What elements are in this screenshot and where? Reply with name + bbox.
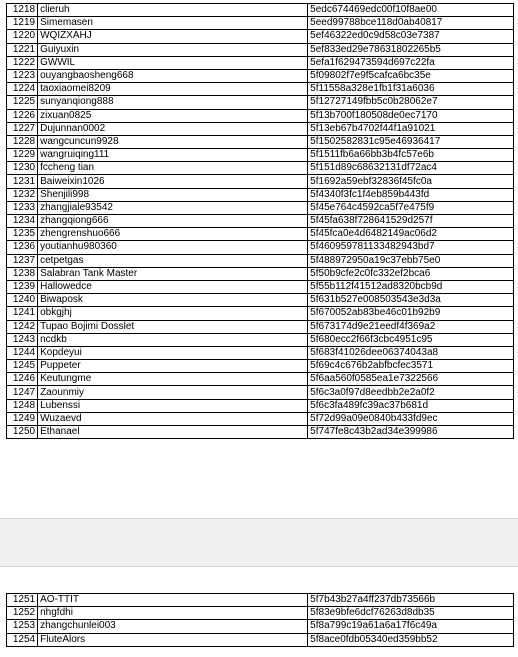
username-cell: cetpetgas (38, 254, 308, 267)
username-cell: Tupao Bojimi Dosslet (38, 320, 308, 333)
hash-cell: 5f45fa638f728641529d257f (308, 215, 514, 228)
username-cell: Hallowedce (38, 280, 308, 293)
row-id-cell: 1220 (7, 30, 38, 43)
row-id-cell: 1239 (7, 280, 38, 293)
username-cell: Biwaposk (38, 294, 308, 307)
hash-cell: 5f151d89c68632131df72ac4 (308, 162, 514, 175)
table-row (7, 280, 514, 293)
table-row (7, 215, 514, 228)
hash-cell: 5f55b112f41512ad8320bcb9d (308, 280, 514, 293)
row-id-cell: 1235 (7, 228, 38, 241)
table-row (7, 373, 514, 386)
row-id-cell: 1236 (7, 241, 38, 254)
hash-cell: 5ef833ed29e78631802265b5 (308, 43, 514, 56)
row-id-cell: 1230 (7, 162, 38, 175)
row-id-cell: 1240 (7, 294, 38, 307)
table-row (7, 346, 514, 359)
row-id-cell: 1219 (7, 17, 38, 30)
hash-cell: 5f6aa560f0585ea1e7322566 (308, 373, 514, 386)
hash-cell: 5f1502582831c95e46936417 (308, 135, 514, 148)
hash-cell: 5f69c4c676b2abfbcfec3571 (308, 360, 514, 373)
table-row (7, 188, 514, 201)
user-table-top (6, 3, 514, 439)
username-cell: Guiyuxin (38, 43, 308, 56)
row-id-cell: 1223 (7, 69, 38, 82)
username-cell: sunyanqiong888 (38, 96, 308, 109)
row-id-cell: 1231 (7, 175, 38, 188)
table-row (7, 386, 514, 399)
hash-cell: 5f50b9cfe2c0fc332ef2bca6 (308, 267, 514, 280)
table-row (7, 30, 514, 43)
table-row (7, 333, 514, 346)
username-cell: FluteAlors (38, 633, 308, 646)
hash-cell: 5f4340f3fc1f4eb859b443fd (308, 188, 514, 201)
row-id-cell: 1251 (7, 594, 38, 607)
table-row (7, 122, 514, 135)
username-cell: zhangqiong666 (38, 215, 308, 228)
username-cell: ncdkb (38, 333, 308, 346)
hash-cell: 5f72d99a09e0840b433fd9ec (308, 412, 514, 425)
table-row (7, 620, 514, 633)
hash-cell: 5eed99788bce118d0ab40817 (308, 17, 514, 30)
row-id-cell: 1237 (7, 254, 38, 267)
row-id-cell: 1250 (7, 426, 38, 439)
row-id-cell: 1241 (7, 307, 38, 320)
username-cell: ouyangbaosheng668 (38, 69, 308, 82)
table-row (7, 320, 514, 333)
username-cell: Simemasen (38, 17, 308, 30)
hash-cell: 5f7b43b27a4ff237db73566b (308, 594, 514, 607)
hash-cell: 5f747fe8c43b2ad34e399986 (308, 426, 514, 439)
hash-cell: 5f13b700f180508de0ec7170 (308, 109, 514, 122)
username-cell: nhgfdhi (38, 607, 308, 620)
username-cell: Zaounmiy (38, 386, 308, 399)
row-id-cell: 1249 (7, 412, 38, 425)
row-id-cell: 1242 (7, 320, 38, 333)
username-cell: obkgjhj (38, 307, 308, 320)
table-row (7, 294, 514, 307)
hash-cell: 5f488972950a19c37ebb75e0 (308, 254, 514, 267)
username-cell: AO-TTIT (38, 594, 308, 607)
table-row (7, 607, 514, 620)
table-row (7, 201, 514, 214)
username-cell: wangcuncun9928 (38, 135, 308, 148)
username-cell: WQIZXAHJ (38, 30, 308, 43)
username-cell: Keutungme (38, 373, 308, 386)
user-table-top-body (7, 4, 514, 439)
hash-cell: 5f673174d9e21eedf4f369a2 (308, 320, 514, 333)
hash-cell: 5f11558a328e1fb1f31a6036 (308, 83, 514, 96)
hash-cell: 5f13eb67b4702f44f1a91021 (308, 122, 514, 135)
table-row (7, 109, 514, 122)
table-row (7, 360, 514, 373)
username-cell: Baiweixin1026 (38, 175, 308, 188)
table-row (7, 175, 514, 188)
table-row (7, 412, 514, 425)
table-row (7, 56, 514, 69)
username-cell: Kopdeyui (38, 346, 308, 359)
row-id-cell: 1224 (7, 83, 38, 96)
table-row (7, 307, 514, 320)
hash-cell: 5f09802f7e9f5cafca6bc35e (308, 69, 514, 82)
hash-cell: 5f45e764c4592ca5f7e475f9 (308, 201, 514, 214)
username-cell: GWWIL (38, 56, 308, 69)
username-cell: Ethanael (38, 426, 308, 439)
hash-cell: 5f6c3fa489fc39ac37b681d (308, 399, 514, 412)
row-id-cell: 1243 (7, 333, 38, 346)
table-row (7, 633, 514, 646)
hash-cell: 5f683f41026dee06374043a8 (308, 346, 514, 359)
row-id-cell: 1229 (7, 149, 38, 162)
row-id-cell: 1252 (7, 607, 38, 620)
username-cell: Dujunnan0002 (38, 122, 308, 135)
username-cell: zixuan0825 (38, 109, 308, 122)
user-table-bottom-body (7, 594, 514, 647)
hash-cell: 5f670052ab83be46c01b92b9 (308, 307, 514, 320)
table-row (7, 149, 514, 162)
table-row (7, 254, 514, 267)
row-id-cell: 1254 (7, 633, 38, 646)
page-break (0, 518, 518, 567)
table-row (7, 267, 514, 280)
row-id-cell: 1247 (7, 386, 38, 399)
row-id-cell: 1228 (7, 135, 38, 148)
table-row (7, 17, 514, 30)
table-row (7, 399, 514, 412)
row-id-cell: 1248 (7, 399, 38, 412)
table-row (7, 228, 514, 241)
row-id-cell: 1226 (7, 109, 38, 122)
user-table-bottom (6, 593, 514, 647)
username-cell: zhengrenshuo666 (38, 228, 308, 241)
hash-cell: 5f460959781133482943bd7 (308, 241, 514, 254)
username-cell: clieruh (38, 4, 308, 17)
hash-cell: 5f1692a59ebf32836f45fc0a (308, 175, 514, 188)
hash-cell: 5f8ace0fdb05340ed359bb52 (308, 633, 514, 646)
table-row (7, 162, 514, 175)
row-id-cell: 1234 (7, 215, 38, 228)
username-cell: Lubenssi (38, 399, 308, 412)
row-id-cell: 1218 (7, 4, 38, 17)
row-id-cell: 1238 (7, 267, 38, 280)
username-cell: zhangchunlei003 (38, 620, 308, 633)
table-row (7, 83, 514, 96)
row-id-cell: 1244 (7, 346, 38, 359)
table-row (7, 241, 514, 254)
username-cell: Shenjili998 (38, 188, 308, 201)
row-id-cell: 1221 (7, 43, 38, 56)
username-cell: fccheng tian (38, 162, 308, 175)
row-id-cell: 1253 (7, 620, 38, 633)
row-id-cell: 1232 (7, 188, 38, 201)
hash-cell: 5ef46322ed0c9d58c03e7387 (308, 30, 514, 43)
hash-cell: 5f1511fb6a66bb3b4fc57e6b (308, 149, 514, 162)
table-row (7, 69, 514, 82)
row-id-cell: 1245 (7, 360, 38, 373)
hash-cell: 5f45fca0e4d6482149ac06d2 (308, 228, 514, 241)
username-cell: taoxiaomei8209 (38, 83, 308, 96)
hash-cell: 5f83e9bfe6dcf76263d8db35 (308, 607, 514, 620)
row-id-cell: 1225 (7, 96, 38, 109)
username-cell: zhangjiale93542 (38, 201, 308, 214)
table-row (7, 135, 514, 148)
username-cell: Puppeter (38, 360, 308, 373)
row-id-cell: 1233 (7, 201, 38, 214)
username-cell: wangruiqing111 (38, 149, 308, 162)
hash-cell: 5f631b527e008503543e3d3a (308, 294, 514, 307)
table-row (7, 96, 514, 109)
hash-cell: 5f12727149fbb5c0b28062e7 (308, 96, 514, 109)
row-id-cell: 1222 (7, 56, 38, 69)
username-cell: Salabran Tank Master (38, 267, 308, 280)
row-id-cell: 1227 (7, 122, 38, 135)
username-cell: youtianhu980360 (38, 241, 308, 254)
table-row (7, 43, 514, 56)
hash-cell: 5edc674469edc00f10f8ae00 (308, 4, 514, 17)
username-cell: Wuzaevd (38, 412, 308, 425)
table-row (7, 426, 514, 439)
hash-cell: 5f680ecc2f66f3cbc4951c95 (308, 333, 514, 346)
hash-cell: 5efa1f629473594d697c22fa (308, 56, 514, 69)
hash-cell: 5f6c3a0f97d8eedbb2e2a0f2 (308, 386, 514, 399)
hash-cell: 5f8a799c19a61a6a17f6c49a (308, 620, 514, 633)
table-row (7, 594, 514, 607)
row-id-cell: 1246 (7, 373, 38, 386)
table-row (7, 4, 514, 17)
